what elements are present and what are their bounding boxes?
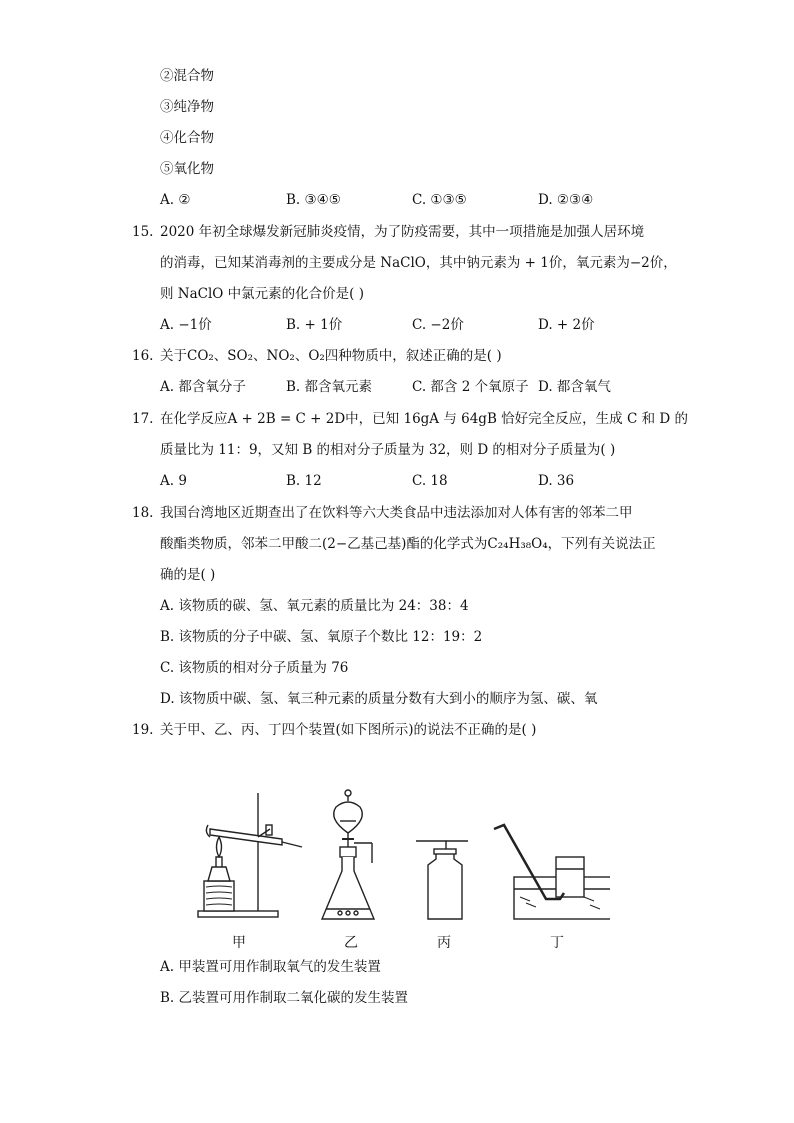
figure-label-jia: 甲: [232, 935, 246, 951]
figure-label-yi: 乙: [344, 935, 358, 951]
q17-line-1: 在化学反应A + 2B = C + 2D中，已知 16gA 与 64gB 恰好完全反应，生成 C 和 D 的: [160, 411, 688, 427]
q15-option-c: C. −2价: [412, 317, 464, 333]
q15-line-3: 则 NaClO 中氯元素的化合价是( ): [160, 286, 364, 302]
figure-label-ding: 丁: [550, 935, 564, 951]
q18-line-3: 确的是( ): [160, 567, 216, 583]
q16-option-d: D. 都含氧气: [538, 379, 611, 395]
q14-option-c: C. ①③⑤: [412, 192, 467, 208]
q19-line-1: 关于甲、乙、丙、丁四个装置(如下图所示)的说法不正确的是( ): [160, 722, 537, 738]
q18-option-d: D. 该物质中碳、氢、氧三种元素的质量分数有大到小的顺序为氢、碳、氧: [160, 691, 598, 707]
q17-option-d: D. 36: [538, 473, 575, 489]
q19-option-a: A. 甲装置可用作制取氧气的发生装置: [160, 959, 381, 975]
q18-line-2: 酸酯类物质，邻苯二甲酸二(2−乙基己基)酯的化学式为C₂₄H₃₈O₄，下列有关说法正: [160, 536, 656, 552]
q14-option-b: B. ③④⑤: [286, 192, 341, 208]
q18-line-1: 我国台湾地区近期查出了在饮料等六大类食品中违法添加对人体有害的邻苯二甲: [160, 505, 633, 521]
q14-item-3: ③纯净物: [160, 99, 214, 115]
q17-line-2: 质量比为 11：9，又知 B 的相对分子质量为 32，则 D 的相对分子质量为( ): [160, 442, 616, 458]
q19-number: 19.: [132, 722, 154, 738]
q16-option-c: C. 都含 2 个氧原子: [412, 379, 529, 395]
apparatus-jia: [198, 793, 302, 917]
q18-option-a: A. 该物质的碳、氢、氧元素的质量比为 24：38：4: [160, 598, 469, 614]
q14-item-2: ②混合物: [160, 68, 214, 84]
q16-line-1: 关于CO₂、SO₂、NO₂、O₂四种物质中，叙述正确的是( ): [160, 348, 502, 364]
apparatus-figure: [190, 785, 610, 955]
q18-number: 18.: [132, 505, 154, 521]
q16-number: 16.: [132, 348, 154, 364]
q14-item-5: ⑤氧化物: [160, 161, 214, 177]
q14-item-4: ④化合物: [160, 130, 214, 146]
figure-label-bing: 丙: [437, 935, 451, 951]
q15-line-1: 2020 年初全球爆发新冠肺炎疫情，为了防疫需要，其中一项措施是加强人居环境: [160, 224, 645, 240]
q15-line-2: 的消毒，已知某消毒剂的主要成分是 NaClO，其中钠元素为 + 1价，氧元素为−2价，: [160, 255, 677, 271]
q17-option-b: B. 12: [286, 473, 322, 489]
q15-option-d: D. + 2价: [538, 317, 595, 333]
q15-option-b: B. + 1价: [286, 317, 343, 333]
q14-option-d: D. ②③④: [538, 192, 594, 208]
q17-option-c: C. 18: [412, 473, 448, 489]
q18-option-b: B. 该物质的分子中碳、氢、氧原子个数比 12：19：2: [160, 629, 483, 645]
q17-number: 17.: [132, 411, 154, 427]
q16-option-b: B. 都含氧元素: [286, 379, 373, 395]
q18-option-c: C. 该物质的相对分子质量为 76: [160, 660, 349, 676]
q16-option-a: A. 都含氧分子: [160, 379, 246, 395]
apparatus-bing: [416, 841, 468, 919]
q19-option-b: B. 乙装置可用作制取二氧化碳的发生装置: [160, 990, 409, 1006]
q14-option-a: A. ②: [160, 192, 191, 208]
apparatus-ding: [494, 825, 610, 919]
apparatus-yi: [322, 790, 374, 919]
q15-option-a: A. −1价: [160, 317, 212, 333]
q17-option-a: A. 9: [160, 473, 187, 489]
q15-number: 15.: [132, 224, 154, 240]
